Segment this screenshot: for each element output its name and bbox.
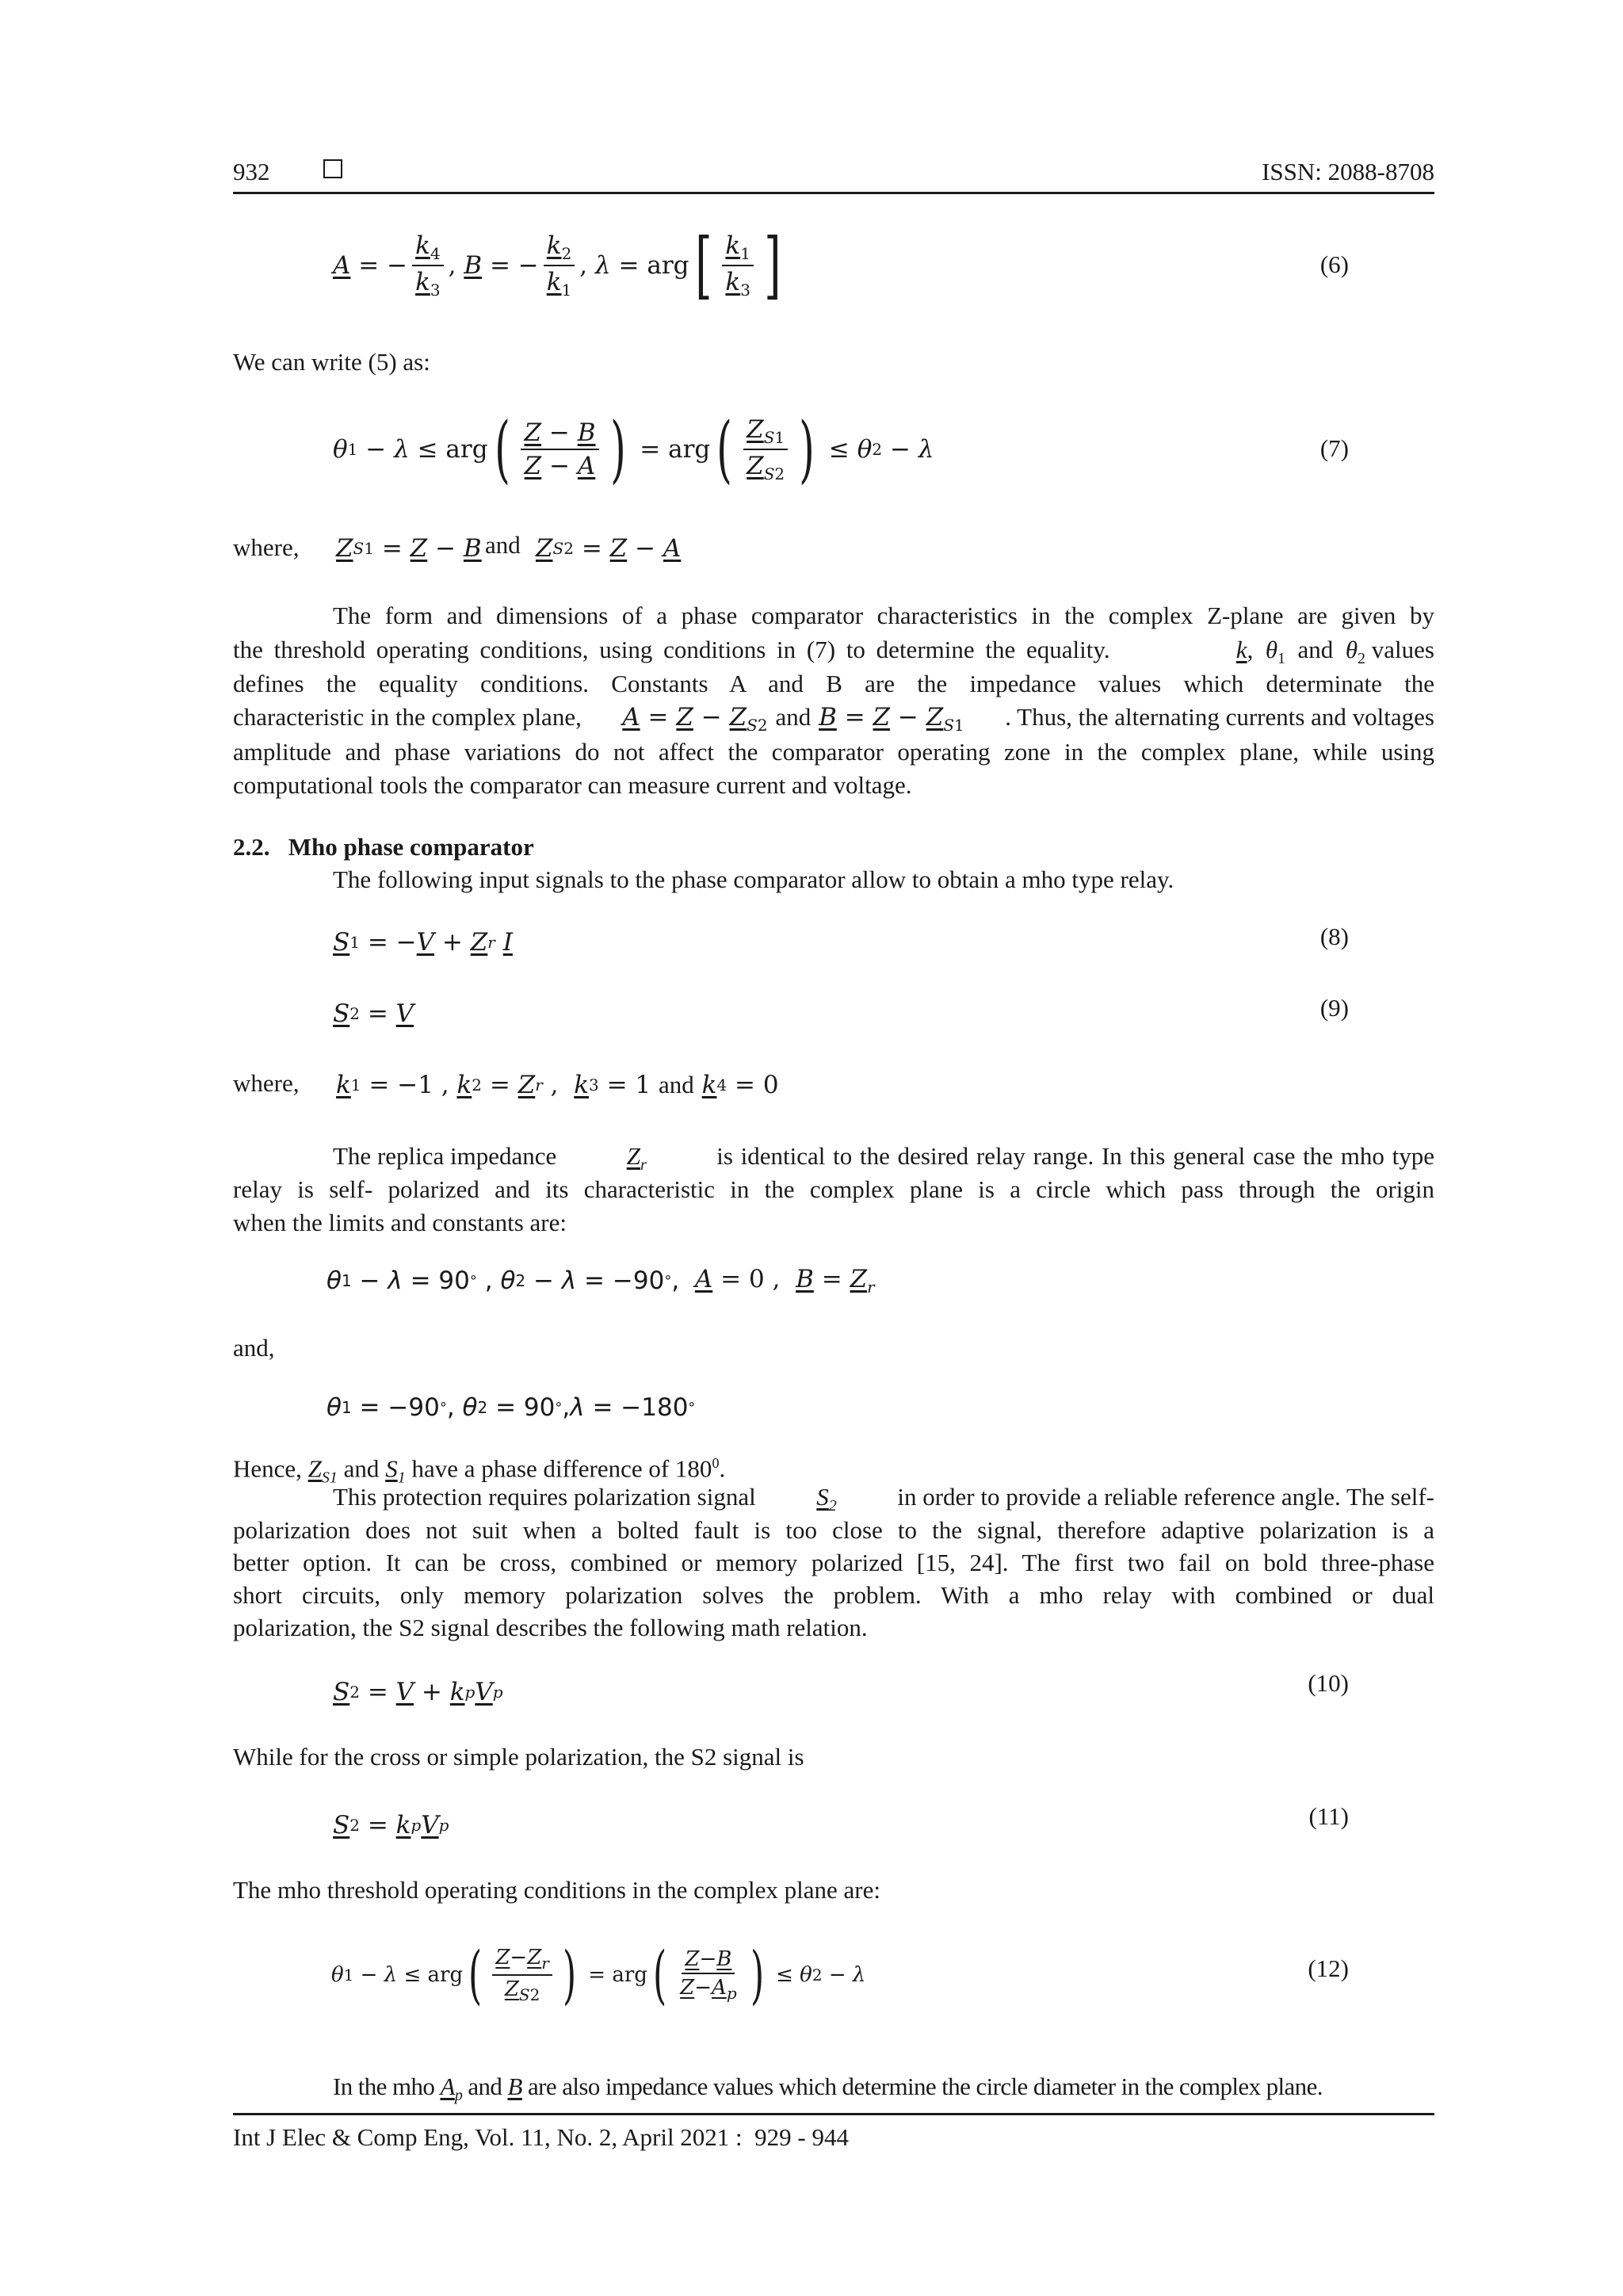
paragraph-3-line-4: short circuits, only memory polarization solves the problem. With a mho relay with combined or dual: [233, 1581, 1434, 1609]
equation-number-6: (6): [1319, 250, 1349, 278]
square-icon: [323, 159, 342, 178]
paragraph-3-line-2: polarization does not suit when a bolted fault is too close to the signal, therefore adaptive polarization is a: [233, 1516, 1434, 1544]
paragraph-1-line-6: computational tools the comparator can measure current and voltage.: [233, 771, 912, 799]
paragraph-3-line-3: better option. It can be cross, combined or memory polarized [15, 24]. The first two fail on bold three-phase: [233, 1549, 1434, 1576]
paragraph-1-line-2-tail: values: [1371, 636, 1434, 663]
equation-limits-2: θ 1 = −90 ° , θ 2 = 90 ° , λ = −180 °: [327, 1393, 696, 1422]
equation-zs-definitions: Z S1 = Z − B: [336, 534, 482, 563]
last-a: In the mho: [333, 2073, 435, 2100]
equation-zs2-definition: Z S2 = Z − A: [536, 534, 682, 563]
paragraph-2-line-3: when the limits and constants are:: [233, 1209, 567, 1236]
threshold-text: The mho threshold operating conditions in the complex plane are:: [233, 1876, 880, 1904]
equation-number-12: (12): [1308, 1954, 1349, 1982]
paragraph-3-line-5: polarization, the S2 signal describes the following math relation.: [233, 1614, 868, 1641]
last-c: are also impedance values which determine the circle diameter in the complex plane.: [528, 2073, 1323, 2100]
equation-12: θ 1 − λ ≤ arg ( $\frac{Z-Z_r}{Z_{S2}}$ ) = arg ( $\frac{Z-B}{Z-A_p}$ ) ≤ θ 2 − λ: [331, 1938, 866, 2011]
paragraph-3-line-1-a: This protection requires polarization signal: [333, 1483, 756, 1511]
paragraph-2-line-1-b: is identical to the desired relay range. In this general case the mho type: [716, 1142, 1434, 1170]
equation-11: S 2 = k p V p: [333, 1811, 449, 1839]
cross-text: While for the cross or simple polarization, the S2 signal is: [233, 1743, 804, 1771]
equation-9: S 2 = V: [333, 999, 414, 1028]
equation-number-11: (11): [1308, 1802, 1349, 1830]
paragraph-1-line-4-text: characteristic in the complex plane,: [233, 703, 582, 731]
last-line: In the mho $A_p$ and B are also impedance values which determine the circle diameter in the complex plane.: [333, 2073, 1323, 2105]
hence-c: have a phase difference of 180: [411, 1454, 712, 1483]
equation-number-8: (8): [1319, 923, 1349, 950]
paragraph-1-line-4-math: $A = Z - Z_{S2}$ and $B = Z - Z_{S1}$: [622, 703, 964, 735]
and-label-2: and,: [233, 1334, 275, 1362]
paragraph-2-line-1-a: The replica impedance: [333, 1142, 557, 1170]
paragraph-1-line-2-text: the threshold operating conditions, using conditions in (7) to determine the equality.: [233, 636, 1110, 663]
paragraph-1-line-1: The form and dimensions of a phase comparator characteristics in the complex Z-plane are given by: [333, 602, 1434, 629]
last-b: and: [468, 2073, 502, 2100]
paragraph-3-line-1-math: $S_2$: [816, 1483, 837, 1515]
where-label-1: where,: [233, 533, 300, 561]
issn: ISSN: 2088-8708: [1262, 158, 1434, 185]
paragraph-1-line-3: defines the equality conditions. Constants A and B are the impedance values which determinate the: [233, 670, 1434, 697]
equation-limits-1: θ 1 − λ = 90 ° , θ 2 − λ = −90 ° , A = 0 , $B = Z_r$: [327, 1264, 875, 1297]
paragraph-1-line-4-tail: . Thus, the alternating currents and voltages: [1005, 703, 1434, 731]
page-number: 932: [233, 158, 270, 185]
where-label-2: where,: [233, 1069, 300, 1097]
and-label-1: and: [485, 531, 521, 559]
equation-8: S 1 = − V + Z r I: [333, 928, 513, 957]
hence-line: Hence, $Z_{S1}$ and $S_1$ have a phase difference of $180^0$.: [233, 1454, 726, 1487]
equation-number-7: (7): [1319, 434, 1349, 462]
hence-a: Hence,: [233, 1454, 302, 1483]
paragraph-3-line-1-b: in order to provide a reliable reference angle. The self-: [897, 1483, 1434, 1511]
equation-7: θ 1 − λ ≤ arg ( $\frac{Z - B}{Z - A}$ ) = arg ( $\frac{Z_{S1}}{Z_{S2}}$ ) ≤ θ 2 − λ: [333, 407, 934, 491]
equation-number-9: (9): [1319, 994, 1349, 1022]
equation-number-10: (10): [1308, 1669, 1349, 1697]
equation-6: A = − $\frac{k_4}{k_3}$ , B = − $\frac{k_2}{k_1}$ , λ = arg [ $\frac{k_1}{k_3}$ ]: [333, 223, 781, 308]
paragraph-2-line-1-math: $Z_r$: [626, 1142, 647, 1175]
section-intro: The following input signals to the phase comparator allow to obtain a mho type relay.: [333, 865, 1174, 893]
hence-b: and: [343, 1454, 380, 1483]
text-write5: We can write (5) as:: [233, 348, 430, 376]
equation-k-values: k 1 = −1 , k 2 = Z r , k 3 = 1 and k 4 = 0: [336, 1071, 779, 1099]
footer-rule: [233, 2113, 1434, 2115]
header-rule: [233, 192, 1434, 194]
paragraph-2-line-2: relay is self- polarized and its characteristic in the complex plane is a circle which pass through the origin: [233, 1175, 1434, 1203]
paragraph-1-line-5: amplitude and phase variations do not affect the comparator operating zone in the complex plane, while using: [233, 738, 1434, 766]
equation-10: S 2 = V + k p V p: [333, 1678, 503, 1706]
paragraph-1-line-2-math: k, $\theta_1$ and $\theta_2$ values: [1235, 636, 1434, 668]
footer-citation: Int J Elec & Comp Eng, Vol. 11, No. 2, April 2021 : 929 - 944: [233, 2123, 849, 2151]
section-title: 2.2. Mho phase comparator: [233, 833, 534, 861]
